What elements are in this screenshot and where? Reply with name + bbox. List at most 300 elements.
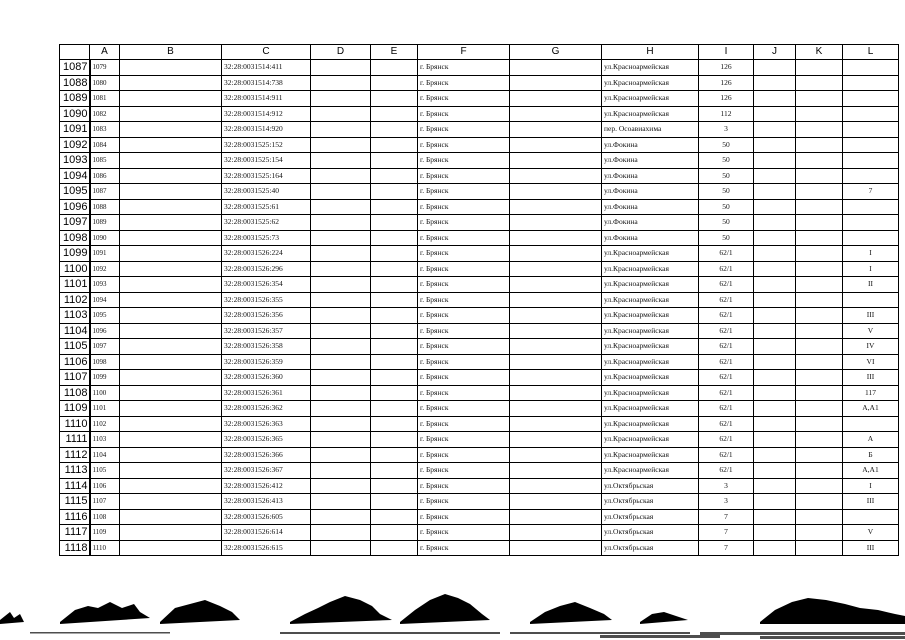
cell-b[interactable] — [120, 261, 222, 277]
cell-a[interactable]: 1107 — [90, 494, 120, 510]
cell-a[interactable]: 1098 — [90, 354, 120, 370]
cell-d[interactable] — [311, 370, 371, 386]
cell-e[interactable] — [371, 494, 418, 510]
cell-e[interactable] — [371, 137, 418, 153]
cell-b[interactable] — [120, 494, 222, 510]
cell-b[interactable] — [120, 416, 222, 432]
column-header-g[interactable]: G — [510, 45, 602, 60]
cell-b[interactable] — [120, 199, 222, 215]
cell-c[interactable]: 32:28:0031525:154 — [222, 153, 311, 169]
row-number[interactable]: 1091 — [60, 122, 90, 138]
cell-l[interactable]: III — [843, 370, 899, 386]
row-number[interactable]: 1109 — [60, 401, 90, 417]
cell-j[interactable] — [754, 540, 796, 556]
cell-b[interactable] — [120, 478, 222, 494]
cell-e[interactable] — [371, 91, 418, 107]
cell-l[interactable]: V — [843, 525, 899, 541]
cell-e[interactable] — [371, 168, 418, 184]
cell-f[interactable]: г. Брянск — [418, 246, 510, 262]
cell-l[interactable]: Б — [843, 447, 899, 463]
cell-l[interactable] — [843, 215, 899, 231]
cell-d[interactable] — [311, 463, 371, 479]
cell-f[interactable]: г. Брянск — [418, 525, 510, 541]
cell-k[interactable] — [796, 230, 843, 246]
cell-i[interactable]: 7 — [699, 540, 754, 556]
cell-e[interactable] — [371, 292, 418, 308]
cell-f[interactable]: г. Брянск — [418, 323, 510, 339]
cell-e[interactable] — [371, 463, 418, 479]
cell-h[interactable]: ул.Красноармейская — [602, 339, 699, 355]
cell-b[interactable] — [120, 323, 222, 339]
cell-d[interactable] — [311, 354, 371, 370]
cell-d[interactable] — [311, 447, 371, 463]
row-number[interactable]: 1092 — [60, 137, 90, 153]
cell-i[interactable]: 62/1 — [699, 339, 754, 355]
cell-c[interactable]: 32:28:0031526:296 — [222, 261, 311, 277]
cell-a[interactable]: 1086 — [90, 168, 120, 184]
column-header-h[interactable]: H — [602, 45, 699, 60]
cell-i[interactable]: 126 — [699, 75, 754, 91]
cell-k[interactable] — [796, 261, 843, 277]
cell-d[interactable] — [311, 385, 371, 401]
cell-f[interactable]: г. Брянск — [418, 75, 510, 91]
cell-e[interactable] — [371, 75, 418, 91]
cell-h[interactable]: ул.Красноармейская — [602, 75, 699, 91]
column-header-i[interactable]: I — [699, 45, 754, 60]
cell-h[interactable]: ул.Красноармейская — [602, 323, 699, 339]
row-number[interactable]: 1102 — [60, 292, 90, 308]
cell-e[interactable] — [371, 323, 418, 339]
cell-a[interactable]: 1109 — [90, 525, 120, 541]
cell-f[interactable]: г. Брянск — [418, 184, 510, 200]
cell-b[interactable] — [120, 370, 222, 386]
cell-d[interactable] — [311, 525, 371, 541]
cell-l[interactable] — [843, 199, 899, 215]
cell-b[interactable] — [120, 277, 222, 293]
cell-d[interactable] — [311, 509, 371, 525]
cell-g[interactable] — [510, 230, 602, 246]
cell-f[interactable]: г. Брянск — [418, 215, 510, 231]
cell-j[interactable] — [754, 153, 796, 169]
cell-g[interactable] — [510, 432, 602, 448]
cell-f[interactable]: г. Брянск — [418, 91, 510, 107]
cell-h[interactable]: ул.Красноармейская — [602, 106, 699, 122]
cell-j[interactable] — [754, 122, 796, 138]
cell-h[interactable]: ул.Октябрьская — [602, 478, 699, 494]
cell-d[interactable] — [311, 168, 371, 184]
cell-f[interactable]: г. Брянск — [418, 416, 510, 432]
cell-j[interactable] — [754, 447, 796, 463]
column-header-c[interactable]: C — [222, 45, 311, 60]
cell-j[interactable] — [754, 478, 796, 494]
cell-h[interactable]: ул.Красноармейская — [602, 447, 699, 463]
cell-k[interactable] — [796, 308, 843, 324]
cell-j[interactable] — [754, 184, 796, 200]
cell-j[interactable] — [754, 494, 796, 510]
cell-j[interactable] — [754, 525, 796, 541]
cell-d[interactable] — [311, 122, 371, 138]
cell-c[interactable]: 32:28:0031526:413 — [222, 494, 311, 510]
cell-l[interactable]: А,А1 — [843, 463, 899, 479]
row-number[interactable]: 1118 — [60, 540, 90, 556]
cell-i[interactable]: 62/1 — [699, 463, 754, 479]
cell-e[interactable] — [371, 122, 418, 138]
cell-e[interactable] — [371, 540, 418, 556]
row-number[interactable]: 1094 — [60, 168, 90, 184]
cell-c[interactable]: 32:28:0031526:605 — [222, 509, 311, 525]
cell-g[interactable] — [510, 525, 602, 541]
cell-c[interactable]: 32:28:0031526:362 — [222, 401, 311, 417]
row-number[interactable]: 1090 — [60, 106, 90, 122]
cell-b[interactable] — [120, 339, 222, 355]
row-number[interactable]: 1096 — [60, 199, 90, 215]
cell-k[interactable] — [796, 432, 843, 448]
row-number[interactable]: 1110 — [60, 416, 90, 432]
cell-a[interactable]: 1080 — [90, 75, 120, 91]
cell-k[interactable] — [796, 509, 843, 525]
cell-i[interactable]: 62/1 — [699, 370, 754, 386]
cell-g[interactable] — [510, 494, 602, 510]
column-header-e[interactable]: E — [371, 45, 418, 60]
cell-a[interactable]: 1094 — [90, 292, 120, 308]
row-number[interactable]: 1103 — [60, 308, 90, 324]
cell-h[interactable]: ул.Красноармейская — [602, 463, 699, 479]
cell-h[interactable]: ул.Красноармейская — [602, 370, 699, 386]
cell-d[interactable] — [311, 261, 371, 277]
cell-k[interactable] — [796, 339, 843, 355]
cell-l[interactable] — [843, 106, 899, 122]
cell-l[interactable] — [843, 416, 899, 432]
cell-i[interactable]: 126 — [699, 60, 754, 76]
cell-b[interactable] — [120, 432, 222, 448]
cell-e[interactable] — [371, 478, 418, 494]
cell-f[interactable]: г. Брянск — [418, 60, 510, 76]
cell-f[interactable]: г. Брянск — [418, 354, 510, 370]
cell-k[interactable] — [796, 354, 843, 370]
cell-l[interactable]: 117 — [843, 385, 899, 401]
cell-a[interactable]: 1106 — [90, 478, 120, 494]
cell-a[interactable]: 1105 — [90, 463, 120, 479]
cell-f[interactable]: г. Брянск — [418, 137, 510, 153]
cell-d[interactable] — [311, 339, 371, 355]
cell-d[interactable] — [311, 199, 371, 215]
cell-j[interactable] — [754, 509, 796, 525]
row-number[interactable]: 1108 — [60, 385, 90, 401]
cell-j[interactable] — [754, 168, 796, 184]
cell-f[interactable]: г. Брянск — [418, 401, 510, 417]
cell-c[interactable]: 32:28:0031525:62 — [222, 215, 311, 231]
cell-g[interactable] — [510, 137, 602, 153]
cell-l[interactable] — [843, 60, 899, 76]
cell-a[interactable]: 1100 — [90, 385, 120, 401]
cell-g[interactable] — [510, 370, 602, 386]
cell-a[interactable]: 1103 — [90, 432, 120, 448]
cell-i[interactable]: 62/1 — [699, 401, 754, 417]
cell-b[interactable] — [120, 354, 222, 370]
cell-c[interactable]: 32:28:0031514:912 — [222, 106, 311, 122]
cell-k[interactable] — [796, 525, 843, 541]
cell-h[interactable]: ул.Фокина — [602, 168, 699, 184]
cell-f[interactable]: г. Брянск — [418, 432, 510, 448]
cell-c[interactable]: 32:28:0031526:365 — [222, 432, 311, 448]
cell-j[interactable] — [754, 277, 796, 293]
cell-e[interactable] — [371, 416, 418, 432]
cell-d[interactable] — [311, 494, 371, 510]
cell-h[interactable]: ул.Красноармейская — [602, 354, 699, 370]
cell-i[interactable]: 50 — [699, 137, 754, 153]
cell-c[interactable]: 32:28:0031525:152 — [222, 137, 311, 153]
cell-i[interactable]: 126 — [699, 91, 754, 107]
row-number[interactable]: 1114 — [60, 478, 90, 494]
cell-d[interactable] — [311, 215, 371, 231]
row-number[interactable]: 1097 — [60, 215, 90, 231]
cell-j[interactable] — [754, 323, 796, 339]
cell-b[interactable] — [120, 75, 222, 91]
cell-h[interactable]: ул.Красноармейская — [602, 432, 699, 448]
cell-f[interactable]: г. Брянск — [418, 370, 510, 386]
row-number[interactable]: 1117 — [60, 525, 90, 541]
cell-j[interactable] — [754, 339, 796, 355]
cell-j[interactable] — [754, 215, 796, 231]
row-number[interactable]: 1098 — [60, 230, 90, 246]
cell-l[interactable]: II — [843, 277, 899, 293]
row-number[interactable]: 1107 — [60, 370, 90, 386]
cell-b[interactable] — [120, 137, 222, 153]
row-number[interactable]: 1116 — [60, 509, 90, 525]
cell-j[interactable] — [754, 401, 796, 417]
cell-k[interactable] — [796, 277, 843, 293]
cell-h[interactable]: ул.Октябрьская — [602, 509, 699, 525]
row-number[interactable]: 1095 — [60, 184, 90, 200]
cell-i[interactable]: 62/1 — [699, 292, 754, 308]
corner-cell[interactable] — [60, 45, 90, 60]
cell-l[interactable]: I — [843, 246, 899, 262]
cell-g[interactable] — [510, 122, 602, 138]
cell-d[interactable] — [311, 416, 371, 432]
cell-c[interactable]: 32:28:0031526:357 — [222, 323, 311, 339]
column-header-j[interactable]: J — [754, 45, 796, 60]
cell-l[interactable]: А,А1 — [843, 401, 899, 417]
cell-j[interactable] — [754, 246, 796, 262]
cell-f[interactable]: г. Брянск — [418, 339, 510, 355]
cell-l[interactable]: VI — [843, 354, 899, 370]
cell-k[interactable] — [796, 478, 843, 494]
row-number[interactable]: 1104 — [60, 323, 90, 339]
cell-j[interactable] — [754, 385, 796, 401]
cell-a[interactable]: 1092 — [90, 261, 120, 277]
cell-b[interactable] — [120, 215, 222, 231]
cell-i[interactable]: 3 — [699, 478, 754, 494]
cell-c[interactable]: 32:28:0031526:356 — [222, 308, 311, 324]
cell-e[interactable] — [371, 261, 418, 277]
column-header-f[interactable]: F — [418, 45, 510, 60]
cell-i[interactable]: 62/1 — [699, 416, 754, 432]
cell-a[interactable]: 1091 — [90, 246, 120, 262]
cell-k[interactable] — [796, 292, 843, 308]
cell-g[interactable] — [510, 215, 602, 231]
cell-b[interactable] — [120, 447, 222, 463]
cell-h[interactable]: ул.Фокина — [602, 153, 699, 169]
cell-i[interactable]: 50 — [699, 199, 754, 215]
cell-a[interactable]: 1101 — [90, 401, 120, 417]
row-number[interactable]: 1105 — [60, 339, 90, 355]
cell-h[interactable]: ул.Красноармейская — [602, 277, 699, 293]
cell-d[interactable] — [311, 478, 371, 494]
cell-h[interactable]: ул.Фокина — [602, 199, 699, 215]
cell-j[interactable] — [754, 463, 796, 479]
cell-e[interactable] — [371, 401, 418, 417]
cell-l[interactable] — [843, 75, 899, 91]
cell-c[interactable]: 32:28:0031526:224 — [222, 246, 311, 262]
cell-f[interactable]: г. Брянск — [418, 168, 510, 184]
column-header-l[interactable]: L — [843, 45, 899, 60]
cell-a[interactable]: 1102 — [90, 416, 120, 432]
cell-h[interactable]: ул.Красноармейская — [602, 292, 699, 308]
cell-h[interactable]: ул.Фокина — [602, 184, 699, 200]
cell-j[interactable] — [754, 91, 796, 107]
cell-c[interactable]: 32:28:0031526:363 — [222, 416, 311, 432]
cell-f[interactable]: г. Брянск — [418, 153, 510, 169]
cell-b[interactable] — [120, 122, 222, 138]
cell-c[interactable]: 32:28:0031526:359 — [222, 354, 311, 370]
cell-k[interactable] — [796, 91, 843, 107]
row-number[interactable]: 1115 — [60, 494, 90, 510]
cell-a[interactable]: 1097 — [90, 339, 120, 355]
cell-d[interactable] — [311, 401, 371, 417]
cell-g[interactable] — [510, 540, 602, 556]
cell-j[interactable] — [754, 199, 796, 215]
cell-g[interactable] — [510, 401, 602, 417]
cell-e[interactable] — [371, 277, 418, 293]
cell-i[interactable]: 112 — [699, 106, 754, 122]
cell-j[interactable] — [754, 308, 796, 324]
cell-a[interactable]: 1108 — [90, 509, 120, 525]
cell-e[interactable] — [371, 370, 418, 386]
cell-k[interactable] — [796, 137, 843, 153]
cell-g[interactable] — [510, 292, 602, 308]
cell-f[interactable]: г. Брянск — [418, 494, 510, 510]
cell-e[interactable] — [371, 184, 418, 200]
cell-i[interactable]: 50 — [699, 168, 754, 184]
cell-f[interactable]: г. Брянск — [418, 106, 510, 122]
cell-b[interactable] — [120, 91, 222, 107]
cell-k[interactable] — [796, 416, 843, 432]
cell-e[interactable] — [371, 246, 418, 262]
cell-l[interactable] — [843, 509, 899, 525]
cell-e[interactable] — [371, 447, 418, 463]
row-number[interactable]: 1106 — [60, 354, 90, 370]
cell-g[interactable] — [510, 184, 602, 200]
cell-d[interactable] — [311, 184, 371, 200]
cell-g[interactable] — [510, 308, 602, 324]
cell-i[interactable]: 50 — [699, 184, 754, 200]
cell-l[interactable]: V — [843, 323, 899, 339]
cell-h[interactable]: ул.Фокина — [602, 137, 699, 153]
cell-j[interactable] — [754, 60, 796, 76]
cell-k[interactable] — [796, 494, 843, 510]
cell-k[interactable] — [796, 75, 843, 91]
cell-c[interactable]: 32:28:0031526:360 — [222, 370, 311, 386]
cell-f[interactable]: г. Брянск — [418, 277, 510, 293]
row-number[interactable]: 1101 — [60, 277, 90, 293]
cell-j[interactable] — [754, 75, 796, 91]
cell-g[interactable] — [510, 168, 602, 184]
column-header-b[interactable]: B — [120, 45, 222, 60]
cell-g[interactable] — [510, 339, 602, 355]
cell-e[interactable] — [371, 339, 418, 355]
cell-j[interactable] — [754, 106, 796, 122]
cell-c[interactable]: 32:28:0031526:366 — [222, 447, 311, 463]
cell-g[interactable] — [510, 153, 602, 169]
cell-d[interactable] — [311, 432, 371, 448]
cell-l[interactable]: I — [843, 261, 899, 277]
cell-f[interactable]: г. Брянск — [418, 478, 510, 494]
cell-d[interactable] — [311, 153, 371, 169]
cell-k[interactable] — [796, 463, 843, 479]
cell-d[interactable] — [311, 230, 371, 246]
cell-d[interactable] — [311, 137, 371, 153]
cell-d[interactable] — [311, 246, 371, 262]
cell-d[interactable] — [311, 308, 371, 324]
cell-a[interactable]: 1087 — [90, 184, 120, 200]
cell-j[interactable] — [754, 432, 796, 448]
cell-b[interactable] — [120, 509, 222, 525]
cell-g[interactable] — [510, 509, 602, 525]
cell-i[interactable]: 7 — [699, 525, 754, 541]
row-number[interactable]: 1087 — [60, 60, 90, 76]
cell-c[interactable]: 32:28:0031526:355 — [222, 292, 311, 308]
cell-l[interactable]: IV — [843, 339, 899, 355]
cell-f[interactable]: г. Брянск — [418, 463, 510, 479]
cell-b[interactable] — [120, 525, 222, 541]
cell-b[interactable] — [120, 246, 222, 262]
cell-i[interactable]: 62/1 — [699, 261, 754, 277]
cell-k[interactable] — [796, 370, 843, 386]
column-header-k[interactable]: K — [796, 45, 843, 60]
cell-b[interactable] — [120, 540, 222, 556]
cell-h[interactable]: ул.Октябрьская — [602, 494, 699, 510]
cell-b[interactable] — [120, 106, 222, 122]
cell-l[interactable] — [843, 230, 899, 246]
cell-b[interactable] — [120, 385, 222, 401]
cell-l[interactable]: I — [843, 478, 899, 494]
cell-e[interactable] — [371, 509, 418, 525]
row-number[interactable]: 1100 — [60, 261, 90, 277]
cell-c[interactable]: 32:28:0031514:411 — [222, 60, 311, 76]
cell-i[interactable]: 7 — [699, 509, 754, 525]
cell-i[interactable]: 62/1 — [699, 354, 754, 370]
cell-e[interactable] — [371, 354, 418, 370]
cell-h[interactable]: ул.Красноармейская — [602, 401, 699, 417]
cell-l[interactable] — [843, 137, 899, 153]
cell-g[interactable] — [510, 106, 602, 122]
cell-g[interactable] — [510, 385, 602, 401]
cell-a[interactable]: 1099 — [90, 370, 120, 386]
cell-i[interactable]: 62/1 — [699, 323, 754, 339]
cell-h[interactable]: ул.Красноармейская — [602, 416, 699, 432]
row-number[interactable]: 1093 — [60, 153, 90, 169]
cell-g[interactable] — [510, 323, 602, 339]
cell-c[interactable]: 32:28:0031526:354 — [222, 277, 311, 293]
cell-k[interactable] — [796, 215, 843, 231]
row-number[interactable]: 1088 — [60, 75, 90, 91]
cell-e[interactable] — [371, 525, 418, 541]
cell-c[interactable]: 32:28:0031525:40 — [222, 184, 311, 200]
cell-l[interactable] — [843, 153, 899, 169]
cell-f[interactable]: г. Брянск — [418, 261, 510, 277]
cell-f[interactable]: г. Брянск — [418, 540, 510, 556]
cell-g[interactable] — [510, 60, 602, 76]
